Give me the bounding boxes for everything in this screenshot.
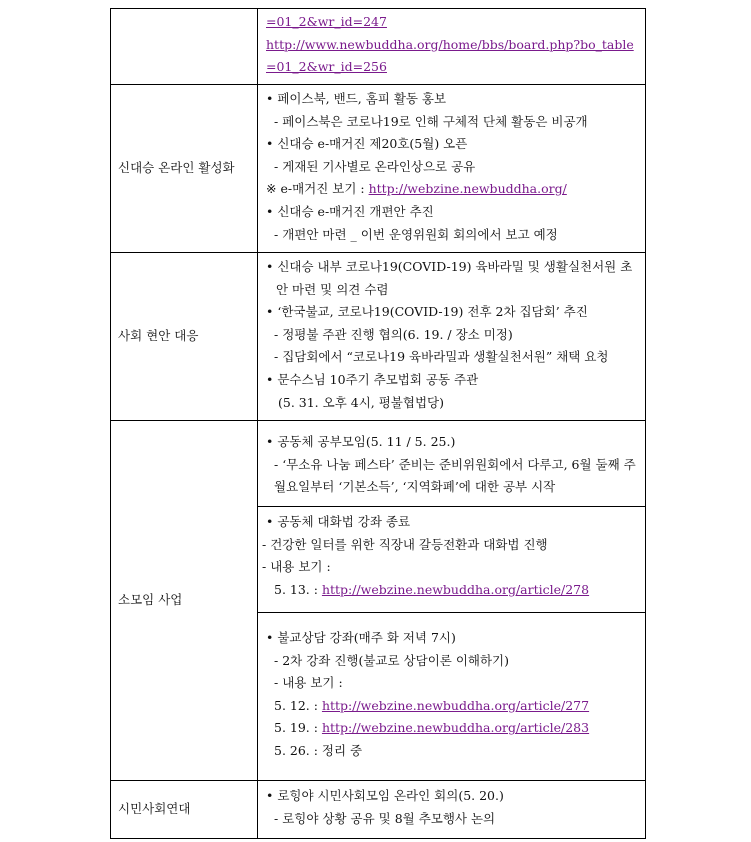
bullet-line: • 불교상담 강좌(매주 화 저녁 7시) [266,630,456,645]
table-row [111,781,646,839]
table-row [111,421,646,507]
webzine-link[interactable]: http://webzine.newbuddha.org/ [368,181,567,197]
bullet-line: • 신대승 e-매거진 개편안 추진 [266,203,434,219]
sub-line: - 정평불 주관 진행 협의(6. 19. / 장소 미정) [274,326,513,342]
table-row [111,85,646,253]
link-line: 5. 13. : http://webzine.newbuddha.org/article/278 [274,581,590,597]
article-283-link[interactable]: http://webzine.newbuddha.org/article/283 [321,720,590,736]
article-278-link[interactable]: http://webzine.newbuddha.org/article/278 [321,581,590,597]
sub-line: - ‘무소유 나눔 페스타’ 준비는 준비위원회에서 다루고, 6월 둘째 주 월요일부터 ‘기본소득’, ‘지역화폐’에 대한 공부 시작 [274,456,636,495]
sub-line: - 건강한 일터를 위한 직장내 갈등전환과 대화법 진행 [262,536,548,552]
sub-line: - 로힝야 상황 공유 및 8월 추모행사 논의 [274,810,496,826]
row-label-social: 사회 현안 대응 [111,253,258,421]
row-content [258,507,646,613]
row-label-smallgroup: 소모임 사업 [111,421,258,781]
article-277-link[interactable]: http://webzine.newbuddha.org/article/277 [321,697,590,713]
bullet-line: • 페이스북, 밴드, 홈피 활동 홍보 [266,91,447,106]
sub-line: - 2차 강좌 진행(불교로 상담이론 이해하기) [274,652,509,668]
sub-line: 5. 26. : 정리 중 [274,742,363,758]
row-label-online: 신대승 온라인 활성화 [111,85,258,253]
sub-line: - 집담회에서 “코로나19 육바라밀과 생활실천서원” 채택 요청 [274,349,609,365]
bullet-line: • 문수스님 10주기 추모법회 공동 주관 [266,371,479,387]
sub-line: - 게재된 기사별로 온라인상으로 공유 [274,158,476,174]
bullet-line: • 신대승 내부 코로나19(COVID-19) 육바라밀 및 생활실천서원 초안 마련 및 의견 수렴 [266,259,633,297]
sub-line: - 내용 보기 : [262,559,331,575]
row-content [258,9,646,85]
board-link-256[interactable]: http://www.newbuddha.org/home/bbs/board.php?bo_table [266,36,634,52]
bullet-line: • 신대승 e-매거진 제20호(5월) 오픈 [266,136,468,152]
link-line: 5. 12. : http://webzine.newbuddha.org/article/277 [274,697,590,713]
row-content [258,85,646,253]
webzine-line: ※ e-매거진 보기 : http://webzine.newbuddha.org/ [266,181,567,197]
sub-line: (5. 31. 오후 4시, 평불협법당) [278,394,444,410]
bullet-line: • ‘한국불교, 코로나19(COVID-19) 전후 2차 집담회’ 추진 [266,304,588,320]
link-line: 5. 19. : http://webzine.newbuddha.org/article/283 [274,720,590,736]
row-content [258,253,646,421]
row-label-civil: 시민사회연대 [111,781,258,839]
table-row [111,253,646,421]
bullet-line: • 로힝야 시민사회모임 온라인 회의(5. 20.) [266,788,504,803]
bullet-line: • 공동체 대화법 강좌 종료 [266,514,411,529]
board-link-256-tail[interactable]: =01_2&wr_id=256 [266,59,387,75]
row-content [258,421,646,507]
sub-line: - 페이스북은 코로나19로 인해 구체적 단체 활동은 비공개 [274,113,588,129]
row-content [258,613,646,781]
sub-line: - 개편안 마련 _ 이번 운영위원회 회의에서 보고 예정 [274,226,558,242]
report-table [110,8,646,839]
bullet-line: • 공동체 공부모임(5. 11 / 5. 25.) [266,434,456,449]
row-content [258,781,646,839]
sub-line: - 내용 보기 : [274,675,343,691]
row-label-empty [111,9,258,85]
table-row [111,9,646,85]
board-link-247-tail[interactable]: =01_2&wr_id=247 [266,14,387,29]
